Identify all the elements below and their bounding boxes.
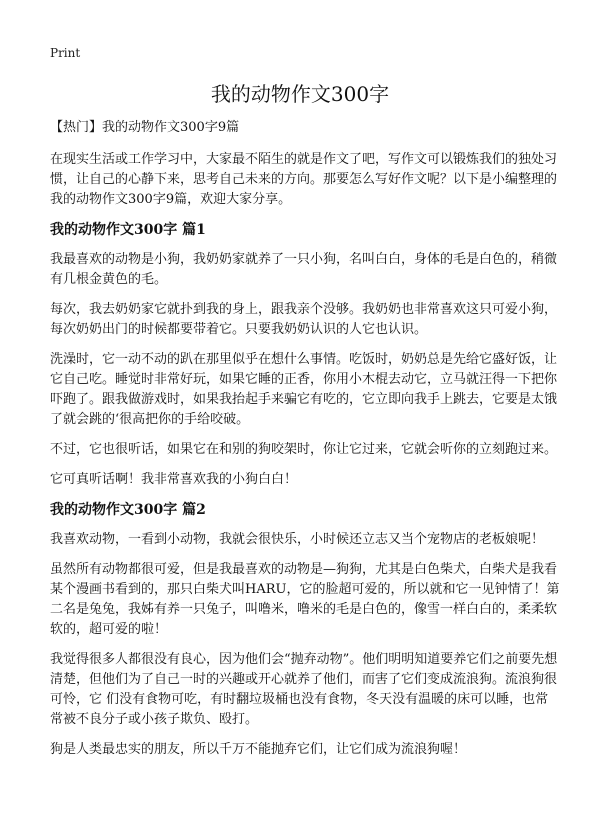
page-title: 我的动物作文300字 xyxy=(210,82,390,106)
article-body xyxy=(50,118,560,770)
section-2-paragraph: 我喜欢动物，一看到小动物，我就会很快乐，小时候还立志又当个宠物店的老板娘呢！ xyxy=(50,532,545,547)
section-heading-2: 我的动物作文300字 篇2 xyxy=(50,502,206,518)
section-1-paragraph: 不过，它也很听话，如果它在和别的狗咬架时，你让它过来，它就会听你的立刻跑过来。 xyxy=(50,442,558,457)
intro-paragraph: 在现实生活或工作学习中，大家最不陌生的就是作文了吧，写作文可以锻炼我们的独处习惯，让自己的心静下来，思考自己未来的方向。那要怎么写好作文呢？以下是小编整理的我的动物作文300字9篇，欢迎大家分享。 xyxy=(50,152,558,207)
section-2-paragraph: 我觉得很多人都很没有良心，因为他们会“抛弃动物”。他们明明知道要养它们之前要先想清楚，但他们为了自己一时的兴趣或开心就养了他们，而害了它们变成流浪狗。流浪狗很可怜，它 们没有食物可吃，有时翻垃圾桶也没有食物，冬天没有温暖的床可以睡，也常常被不良分子或小孩子欺负、殴打。 xyxy=(50,652,558,727)
section-2-paragraph: 虽然所有动物都很可爱，但是我最喜欢的动物是—狗狗，尤其是白色柴犬，白柴犬是我看某个漫画书看到的，那只白柴犬叫HARU，它的脸超可爱的，所以就和它一见钟情了！第二名是兔兔，我姊有养一只兔子，叫噜米，噜米的毛是白色的，像雪一样白白的，柔柔软软的，超可爱的啦！ xyxy=(50,562,560,637)
section-2-paragraph: 狗是人类最忠实的朋友，所以千万不能抛弃它们，让它们成为流浪狗喔！ xyxy=(50,742,467,757)
section-1-paragraph: 每次，我去奶奶家它就扑到我的身上，跟我亲个没够。我奶奶也非常喜欢这只可爱小狗，每次奶奶出门的时候都要带着它。只要我奶奶认识的人它也认识。 xyxy=(50,302,558,337)
print-link[interactable]: Print xyxy=(50,46,81,60)
article-tag-line: 【热门】我的动物作文300字9篇 xyxy=(50,120,240,135)
section-1-paragraph: 我最喜欢的动物是小狗，我奶奶家就养了一只小狗，名叫白白，身体的毛是白色的，稍微有几根金黄色的毛。 xyxy=(50,252,558,287)
section-heading-1: 我的动物作文300字 篇1 xyxy=(50,222,206,238)
section-1-paragraph: 洗澡时，它一动不动的趴在那里似乎在想什么事情。吃饭时，奶奶总是先给它盛好饭，让它自己吃。睡觉时非常好玩，如果它睡的正香，你用小木棍去动它，立马就汪得一下把你吓跑了。跟我做游戏时，如果我抬起手来骗它有吃的，它立即向我手上跳去，它要是太饿了就会跳的‘很高把你的手给咬破。 xyxy=(50,352,558,427)
section-1-paragraph: 它可真听话啊！我非常喜欢我的小狗白白！ xyxy=(50,472,298,487)
